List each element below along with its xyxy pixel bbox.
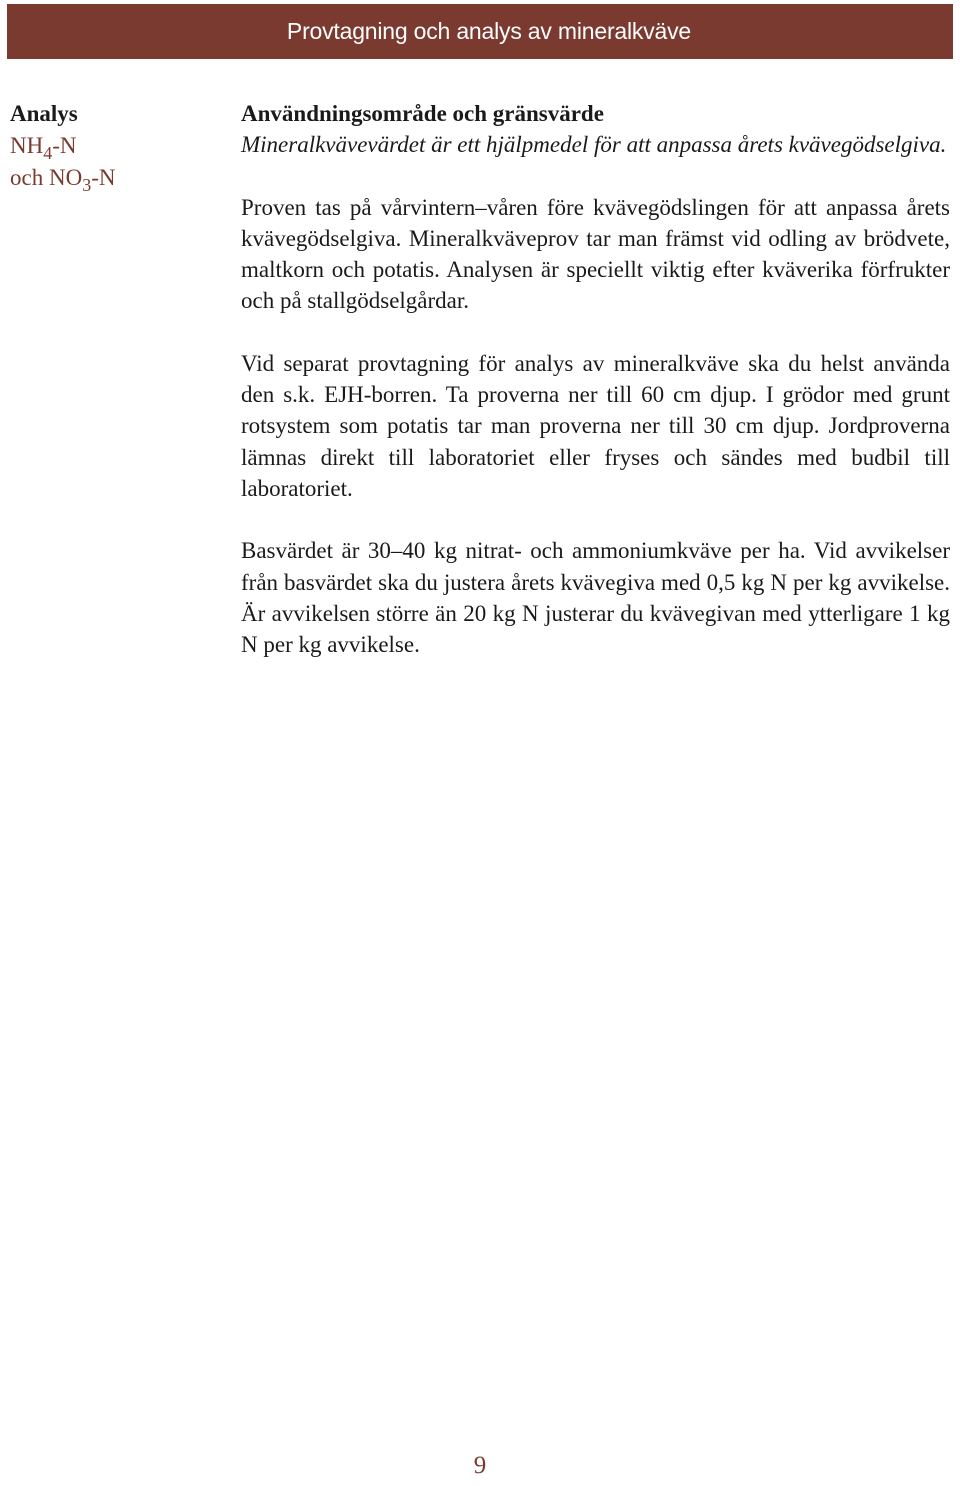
formula-nitrate — [10, 162, 230, 194]
body-paragraph-sampling-time: Proven tas på vårvintern–våren före kvävegödslingen för att anpassa årets kvävegödselgiva. Mineralkväveprov tar man främst vid odling av brödvete, maltkorn och potatis. Analysen är speciellt viktig efter kväverika förfrukter och på stallgödselgårdar. — [241, 194, 950, 314]
page-header-title: Provtagning och analys av mineralkväve — [286, 18, 691, 44]
sidebar — [10, 98, 230, 194]
formula-ammonium-suffix: -N — [52, 133, 77, 158]
intro-paragraph: Mineralkvävevärdet är ett hjälpmedel för att anpassa årets kvävegödselgiva. — [241, 132, 947, 158]
section-title: Användningsområde och gränsvärde — [241, 101, 604, 126]
sidebar-heading: Analys — [10, 101, 78, 126]
page-number: 9 — [473, 1452, 487, 1479]
main-content — [241, 98, 950, 691]
body-paragraph-base-value: Basvärdet är 30–40 kg nitrat- och ammoniumkväve per ha. Vid avvikelser från basvärdet ska du justera årets kvävegiva med 0,5 kg N per kg avvikelse. Är avvikelsen större än 20 kg N justerar du kvävegivan med ytterligare 1 kg N per kg avvikelse. — [241, 538, 950, 658]
header-bar — [7, 4, 953, 59]
formula-nitrate-suffix: -N — [91, 165, 116, 190]
formula-ammonium-prefix: NH — [10, 133, 44, 158]
formula-ammonium-subscript: 4 — [43, 143, 53, 163]
formula-ammonium — [10, 130, 230, 162]
formula-nitrate-subscript: 3 — [82, 175, 92, 195]
formula-nitrate-prefix: och NO — [10, 165, 83, 190]
body-paragraph-sampling-method: Vid separat provtagning för analys av mineralkväve ska du helst använda den s.k. EJH-borren. Ta proverna ner till 60 cm djup. I grödor med grunt rotsystem som potatis tar man proverna ner till 30 cm djup. Jordproverna lämnas direkt till laboratoriet eller fryses och sändes med budbil till laboratoriet. — [241, 350, 950, 501]
